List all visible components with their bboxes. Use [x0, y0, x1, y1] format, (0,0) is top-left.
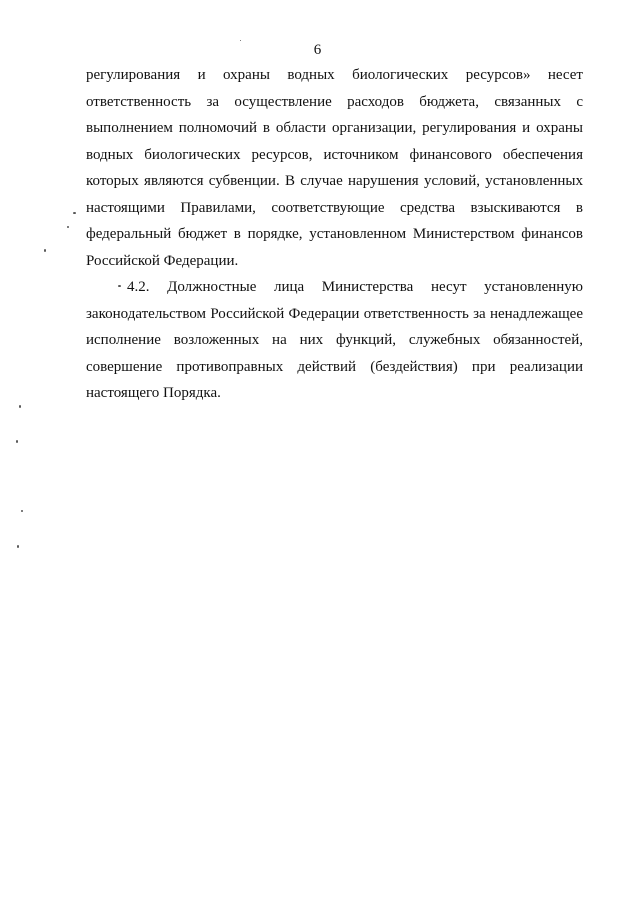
text-line: исполнение возложенных на них функций, служебных обязанностей,: [86, 332, 583, 348]
text-line: законодательством Российской Федерации ответственность за ненадлежащее: [86, 305, 583, 322]
text-line: Российской Федерации.: [86, 252, 239, 269]
scan-speck: [16, 440, 18, 443]
text-line: настоящими Правилами, соответствующие средства взыскиваются в: [86, 199, 583, 216]
document-body: [86, 62, 583, 407]
scan-speck: [17, 545, 19, 548]
scan-speck: [240, 40, 241, 41]
text-line: 4.2. Должностные лица Министерства несут установленную: [127, 279, 583, 295]
text-line: регулирования и охраны водных биологических ресурсов» несет: [86, 67, 583, 83]
text-line: водных биологических ресурсов, источником финансового обеспечения: [86, 146, 583, 163]
text-line: совершение противоправных действий (бездействия) при реализации: [86, 358, 583, 375]
text-line: ответственность за осуществление расходов бюджета, связанных с: [86, 93, 583, 110]
scan-speck: [67, 226, 69, 228]
page-number: 6: [313, 42, 322, 58]
paragraph-officials-responsibility: [86, 274, 583, 407]
scan-speck: [21, 510, 23, 512]
text-line: которых являются субвенции. В случае нарушения условий, установленных: [86, 173, 583, 189]
text-line: настоящего Порядка.: [86, 385, 221, 401]
text-line: федеральный бюджет в порядке, установленном Министерством финансов: [86, 226, 583, 242]
paragraph-responsibility-expenses: [86, 62, 583, 274]
scan-speck: [118, 285, 121, 287]
text-line: выполнением полномочий в области организации, регулирования и охраны: [86, 120, 583, 136]
scan-speck: [44, 249, 46, 252]
scan-speck: [73, 212, 76, 214]
scan-speck: [19, 405, 21, 408]
